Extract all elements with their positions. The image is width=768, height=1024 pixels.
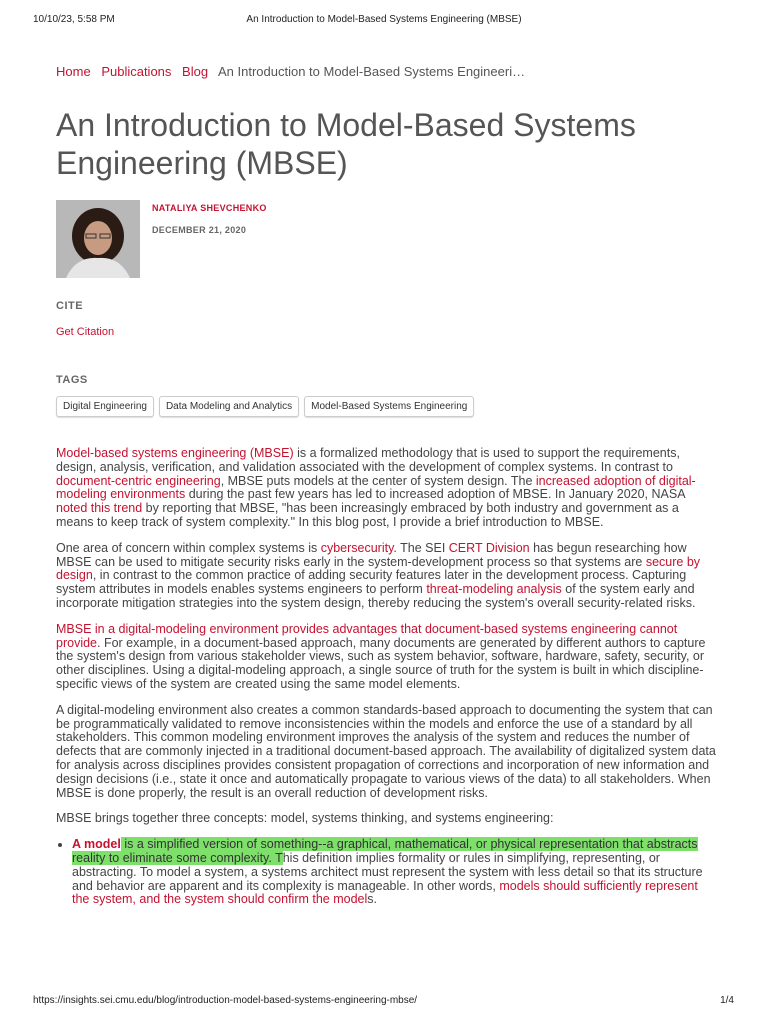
document-centric-link[interactable]: document-centric engineering <box>56 473 221 488</box>
noted-this-trend-link[interactable]: noted this trend <box>56 501 143 516</box>
cybersecurity-link[interactable]: cybersecurity <box>320 540 394 555</box>
models-represent-system-link[interactable]: models should sufficiently represent the system, and the system should confirm the model <box>72 878 698 907</box>
paragraph-5: MBSE brings together three concepts: model, systems thinking, and systems engineering: <box>56 811 554 826</box>
get-citation-link[interactable]: Get Citation <box>56 326 115 338</box>
article-body <box>56 447 716 907</box>
post-date: DECEMBER 21, 2020 <box>152 225 247 235</box>
model-term[interactable]: model <box>84 837 121 852</box>
page-title: An Introduction to Model-Based Systems Engineering (MBSE) <box>56 107 636 181</box>
tags-label: TAGS <box>56 374 88 386</box>
p2-text-2: . The SEI <box>393 540 449 555</box>
p2-text-4: , in contrast to the common practice of adding security features later in the development process. Capturing system attributes in models enables systems engineers to perform <box>56 568 687 597</box>
print-url: https://insights.sei.cmu.edu/blog/introduction-model-based-systems-engineering-mbse/ <box>33 995 418 1006</box>
tag-digital-engineering[interactable]: Digital Engineering <box>56 396 154 417</box>
print-page-title: An Introduction to Model-Based Systems Engineering (MBSE) <box>246 14 522 25</box>
author-photo-icon <box>56 200 140 278</box>
breadcrumb-publications-link[interactable]: Publications <box>101 64 172 79</box>
mbse-advantages-link[interactable]: MBSE in a digital-modeling environment provides advantages that document-based systems engineering cannot provide <box>56 621 678 650</box>
p1-text-1: is a formalized methodology that is used to support the requirements, design, analysis, verification, and validation associated with the development of complex systems. In contrast to <box>56 446 680 474</box>
digital-modeling-adoption-link[interactable]: increased adoption of digital-modeling environments <box>56 473 696 502</box>
p2-text-1: One area of concern within complex systems is <box>56 540 321 555</box>
author-block <box>56 200 716 280</box>
cert-division-link[interactable]: CERT Division <box>448 540 530 555</box>
tag-list <box>56 396 716 417</box>
print-header <box>0 14 768 30</box>
concept-list <box>56 838 716 907</box>
breadcrumb <box>56 64 716 82</box>
p2-text-3: has begun researching how MBSE can be used to mitigate security risks early in the system-development process so that systems are <box>56 540 687 569</box>
tag-model-based-systems-engineering[interactable]: Model-Based Systems Engineering <box>304 396 474 417</box>
breadcrumb-blog-link[interactable]: Blog <box>182 64 209 79</box>
cite-label: CITE <box>56 300 84 312</box>
paragraph-2 <box>56 542 716 611</box>
li1-a: A <box>72 837 85 852</box>
threat-modeling-link[interactable]: threat-modeling analysis <box>426 582 562 597</box>
tag-data-modeling-and-analytics[interactable]: Data Modeling and Analytics <box>159 396 299 417</box>
print-page-count: 1/4 <box>720 995 734 1006</box>
paragraph-3 <box>56 623 716 692</box>
paragraph-4: A digital-modeling environment also creates a common standards-based approach to documenting the system that can be programmatically validated to remove inconsistencies within the models and enforce the use of a standard by all stakeholders. This common modeling environment improves the analysis of the system and reduces the number of defects that are commonly injected in a traditional document-based approach. The availability of digitalized system data for analysis across disciplines provides consistent propagation of corrections and incorporation of new information and design decisions (i.e., state it once and automatically propagate to various views of the data) to all stakeholders. When MBSE is done properly, the result is an overall reduction of development risks. <box>56 702 716 800</box>
p3-text-1: . For example, in a document-based approach, many documents are generated by different authors to capture the system's design from various stakeholder views, such as system behavior, software, hardware, safety, security, or other disciplines. Using a digital-modeling approach, a single source of truth for the system is built in which discipline-specific views of the system are created using the same model elements. <box>56 635 706 691</box>
p1-text-4: by reporting that MBSE, "has been increasingly embraced by both industry and government as a means to keep track of system complexity." In this blog post, I provide a brief introduction to MBSE. <box>56 501 679 529</box>
breadcrumb-current: An Introduction to Model-Based Systems Engineeri… <box>217 64 526 79</box>
mbse-link[interactable]: Model-based systems engineering (MBSE) <box>56 446 294 460</box>
secure-by-design-link[interactable]: secure by design <box>56 554 701 583</box>
p1-text-2: , MBSE puts models at the center of system design. The <box>220 473 536 488</box>
breadcrumb-home-link[interactable]: Home <box>56 64 91 79</box>
article-content <box>56 64 716 907</box>
author-avatar[interactable] <box>56 200 140 278</box>
highlighted-definition: is a simplified version of something--a graphical, mathematical, or physical representation that abstracts reality to eliminate some complexity. T <box>72 837 698 865</box>
print-datetime: 10/10/23, 5:58 PM <box>33 14 115 25</box>
li1-text-1: his definition implies formality or rules in simplifying, representing, or abstracting. To model a system, a systems architect must represent the system with less detail so that its structure and behavior are apparent and its complexity is manageable. In other words, <box>72 850 703 893</box>
p2-text-5: of the system early and incorporate mitigation strategies into the system design, thereby reducing the system's overall security-related risks. <box>56 582 696 610</box>
li1-text-2: s. <box>367 892 378 907</box>
paragraph-1 <box>56 447 716 530</box>
list-item-model <box>72 838 716 907</box>
p1-text-3: during the past few years has led to increased adoption of MBSE. In January 2020, NASA <box>185 487 685 502</box>
author-name-link[interactable]: NATALIYA SHEVCHENKO <box>152 203 267 213</box>
